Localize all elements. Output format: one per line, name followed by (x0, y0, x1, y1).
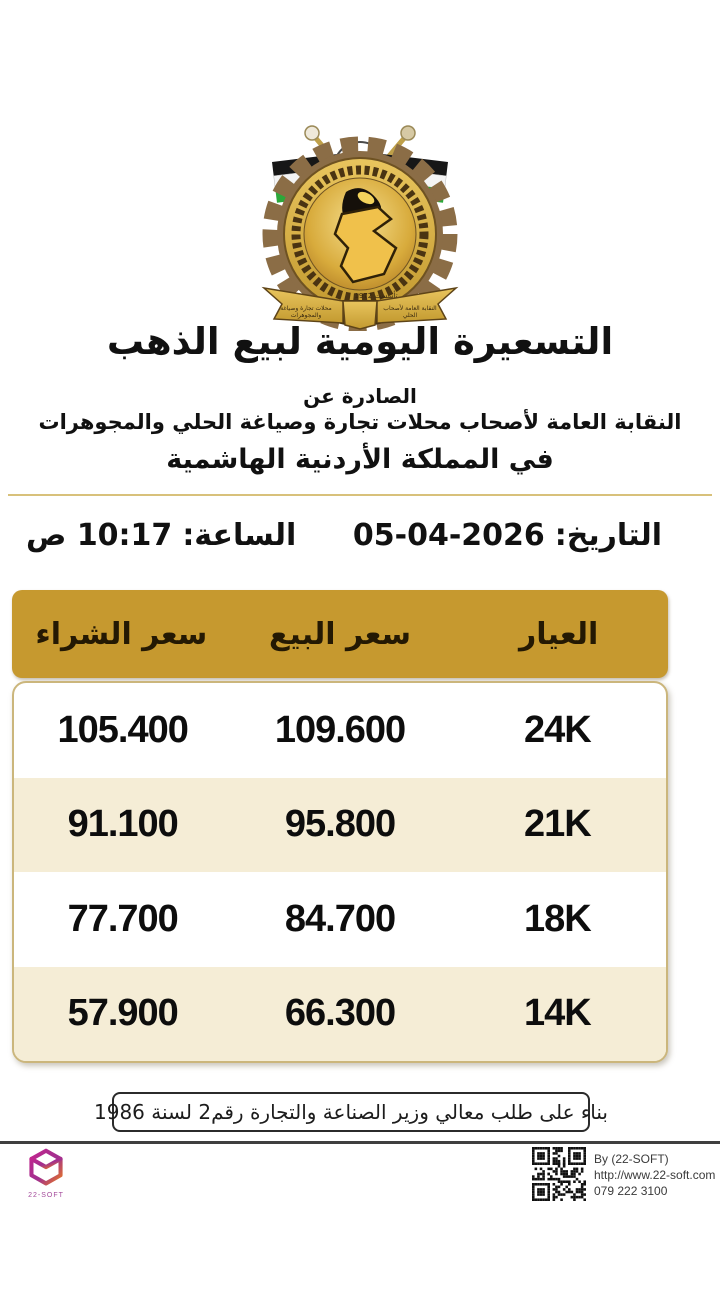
emblem-founded-text: تأسست 1972 (354, 292, 398, 300)
credit-text (594, 1147, 715, 1199)
buy-price: 57.900 (67, 992, 178, 1035)
sell-price: 109.600 (274, 708, 406, 751)
buy-price: 91.100 (67, 803, 178, 846)
table-row-14k (14, 967, 666, 1062)
time-value: 10:17 ص (26, 517, 173, 553)
date-value: 05-04-2026 (352, 517, 545, 553)
jordan-map-shape (335, 207, 396, 282)
col-header-buy: سعر الشراء (35, 616, 208, 652)
karat-value: 14K (523, 992, 591, 1035)
syndicate-emblem-logo (250, 116, 470, 331)
issued-by-label: الصادرة عن (303, 384, 417, 408)
footer-divider (0, 1141, 720, 1144)
emblem-graphic (250, 116, 470, 331)
ribbon-text-right-2: الحلي (402, 312, 418, 319)
col-header-sell: سعر البيع (268, 616, 412, 652)
buy-price: 105.400 (57, 708, 188, 751)
ribbon-text-left-1: محلات تجارة وصياغة (280, 305, 332, 312)
karat-value: 24K (523, 708, 591, 751)
legal-note-box: بناء على طلب معالي وزير الصناعة والتجارة رقم2 لسنة 1986 (112, 1092, 590, 1132)
ribbon-text-right-1: النقابة العامة لأصحاب (383, 305, 437, 312)
table-row-21k (14, 778, 666, 873)
page-title: التسعيرة اليومية لبيع الذهب (106, 320, 614, 363)
ribbon-text-left-2: والمجوهرات (290, 312, 322, 319)
issuer-name: النقابة العامة لأصحاب محلات تجارة وصياغة الحلي والمجوهرات (38, 410, 682, 434)
sell-price: 95.800 (284, 803, 396, 846)
time-label: الساعة: (182, 517, 297, 553)
buy-price: 77.700 (67, 897, 178, 940)
country-line: في المملكة الأردنية الهاشمية (166, 444, 554, 475)
soft22-logo (24, 1148, 68, 1199)
credit-by: By (22-SOFT) (594, 1152, 669, 1166)
karat-value: 21K (523, 803, 591, 846)
developer-credit (532, 1147, 715, 1201)
time-field (26, 518, 296, 553)
date-field (353, 518, 662, 553)
qr-code-icon (532, 1147, 586, 1201)
sell-price: 66.300 (284, 992, 396, 1035)
table-header (12, 590, 668, 678)
soft22-logo-label: 22-SOFT (28, 1192, 64, 1199)
date-label: التاريخ: (554, 517, 662, 553)
col-header-karat: العيار (519, 616, 599, 652)
gold-divider (8, 494, 712, 496)
credit-phone: 079 222 3100 (594, 1184, 668, 1198)
sell-price: 84.700 (284, 897, 396, 940)
date-time-row (0, 510, 720, 560)
credit-url: http://www.22-soft.com (594, 1168, 716, 1182)
price-table (12, 681, 668, 1063)
table-row-18k (14, 872, 666, 967)
cube-icon (27, 1148, 65, 1188)
table-row-24k (14, 683, 666, 778)
karat-value: 18K (523, 897, 591, 940)
